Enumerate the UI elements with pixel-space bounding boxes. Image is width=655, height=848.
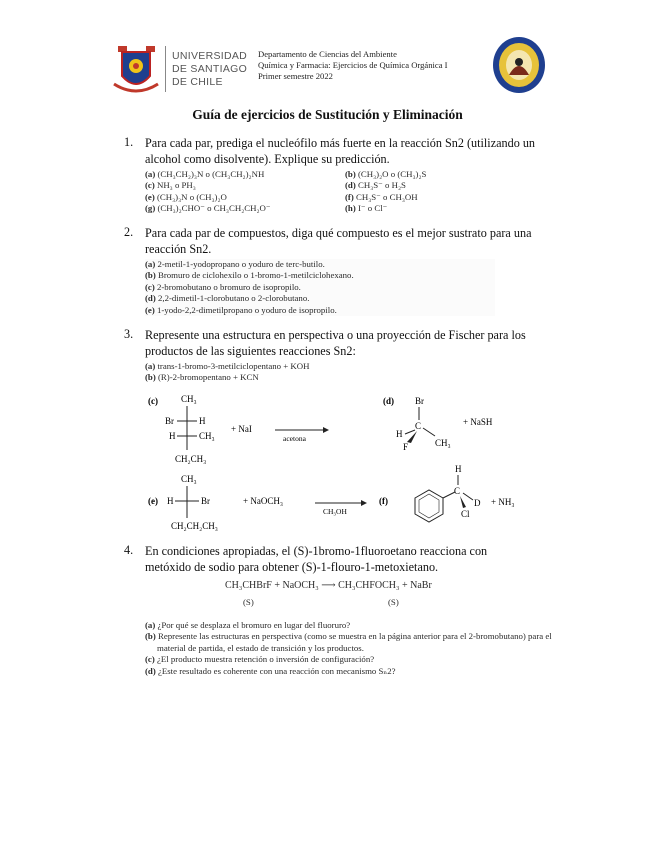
subquestion-item: (d) ¿Este resultado es coherente con una reacción con mecanismo Sₙ2? [145,665,396,676]
university-crest-logo [110,40,162,96]
subquestion-list [145,620,565,677]
structure-atom: Br [415,396,424,406]
bond [405,430,415,434]
bond [423,428,435,436]
reagent: + NaOCH₃ [243,496,283,506]
course-line: Química y Farmacia: Ejercicios de Química Orgánica I [258,60,448,70]
wedge-bond [460,496,466,508]
config-label: (S) [243,597,254,607]
question-text: Para cada par de compuestos, diga qué compuesto es el mejor sustrato para una reacción Sn2. [145,226,532,256]
choice-item: (d) CH₃S⁻ o H₂S [345,180,406,191]
choice-list [145,259,495,316]
question-number: 2. [124,225,134,239]
reagent: + NaI [231,424,252,434]
structure-atom: H [396,429,403,439]
department-info [258,49,448,82]
university-name [172,50,247,89]
choice-list [145,361,495,384]
structure-atom: H [199,416,206,426]
choice-list-left [145,169,355,215]
page-title: Guía de ejercicios de Sustitución y Eliminación [192,107,463,122]
structure-atom: CH₃ [181,474,197,484]
university-line: UNIVERSIDAD [172,50,248,62]
config-label: (S) [388,597,399,607]
choice-item: (f) CH₃S⁻ o CH₃OH [345,191,418,202]
header-divider [165,46,166,92]
faculty-seal-logo [491,35,547,95]
choice-item: (d) 2,2-dimetil-1-clorobutano o 2-clorobutano. [145,293,310,304]
choice-item: (b) (CH₃)₂O o (CH₃)₂S [345,169,427,179]
subquestion-item: (a) ¿Por qué se desplaza el bromuro en lugar del fluoruro? [145,620,351,630]
question-text: Para cada par, prediga el nucleófilo más fuerte en la reacción Sn2 (utilizando un alcohol como disolvente). Explique su predicción. [145,136,536,166]
structure-atom: C [415,421,422,431]
structure-atom: Cl [461,509,470,519]
structure-label: (f) [379,496,388,506]
choice-item: (a) (CH₃CH₂)₃N o (CH₃CH₂)₂NH [145,169,265,179]
semester-line: Primer semestre 2022 [258,71,333,81]
structure-atom: C [454,486,461,496]
structure-atom: Br [201,496,210,506]
question-number: 3. [124,327,134,341]
question-text: En condiciones apropiadas, el (S)-1bromo-1fluoroetano reacciona con metóxido de sodio para obtener (S)-1-flouro-1-metoxietano. [145,544,488,574]
benzene-inner [419,494,439,518]
choice-item: (e) (CH₃)₃N o (CH₃)₂O [145,191,227,202]
choice-item: (c) 2-bromobutano o bromuro de isopropilo. [145,281,301,292]
reaction-structures [145,390,545,540]
structure-atom: CH₂CH₃ [175,454,207,464]
structure-atom: H [169,431,176,441]
question-number: 4. [124,543,134,557]
department-line: Departamento de Ciencias del Ambiente [258,49,397,59]
arrowhead [361,500,367,506]
question-number: 1. [124,135,134,149]
subquestion-item: (b) Represente las estructuras en perspectiva (como se muestra en la página anterior para el 2-bromobutano) para el material de partida, el estado de transición y los productos. [145,631,552,653]
structure-atom: H [455,464,462,474]
reagent: + NH₃ [491,497,515,507]
choice-list-right [345,169,535,215]
structure-atom: CH₃ [435,438,451,448]
structure-atom: CH₂CH₂CH₃ [171,521,218,531]
structure-atom: F [403,442,409,452]
choice-item: (b) Bromuro de ciclohexilo o 1-bromo-1-metilciclohexano. [145,270,354,281]
subquestion-item: (c) ¿El producto muestra retención o inversión de configuración? [145,654,375,665]
question-text: Represente una estructura en perspectiva o una proyección de Fischer para los productos de las siguientes reacciones Sn2: [145,328,526,358]
choice-item: (e) 1-yodo-2,2-dimetilpropano o yoduro de isopropilo. [145,304,337,315]
structure-atom: D [474,498,481,508]
solvent: CH₃OH [323,507,347,516]
structure-atom: H [167,496,174,506]
bond [463,493,473,500]
choice-item: (b) (R)-2-bromopentano + KCN [145,372,259,383]
university-line: DE SANTIAGO [172,63,248,75]
structure-atom: CH₃ [181,394,197,404]
structure-label: (e) [148,496,158,506]
choice-item: (h) I⁻ o Cl⁻ [345,203,388,214]
structure-atom: Br [165,416,174,426]
solvent: acetona [283,434,306,443]
choice-item: (g) (CH₃)₂CHO⁻ o CH₃CH₂CH₂O⁻ [145,203,271,214]
reagent: + NaSH [463,417,493,427]
structure-label: (c) [148,396,158,406]
choice-item: (a) trans-1-bromo-3-metilciclopentano + KOH [145,361,310,371]
arrowhead [323,427,329,433]
reaction-equation: CH₃CHBrF + NaOCH₃ ⟶ CH₃CHFOCH₃ + NaBr [225,580,432,591]
structure-label: (d) [383,396,394,406]
university-line: DE CHILE [172,76,223,88]
choice-item: (c) NH₃ o PH₃ [145,180,196,191]
structure-atom: CH₃ [199,431,215,441]
choice-item: (a) 2-metil-1-yodopropano o yoduro de terc-butilo. [145,259,325,269]
